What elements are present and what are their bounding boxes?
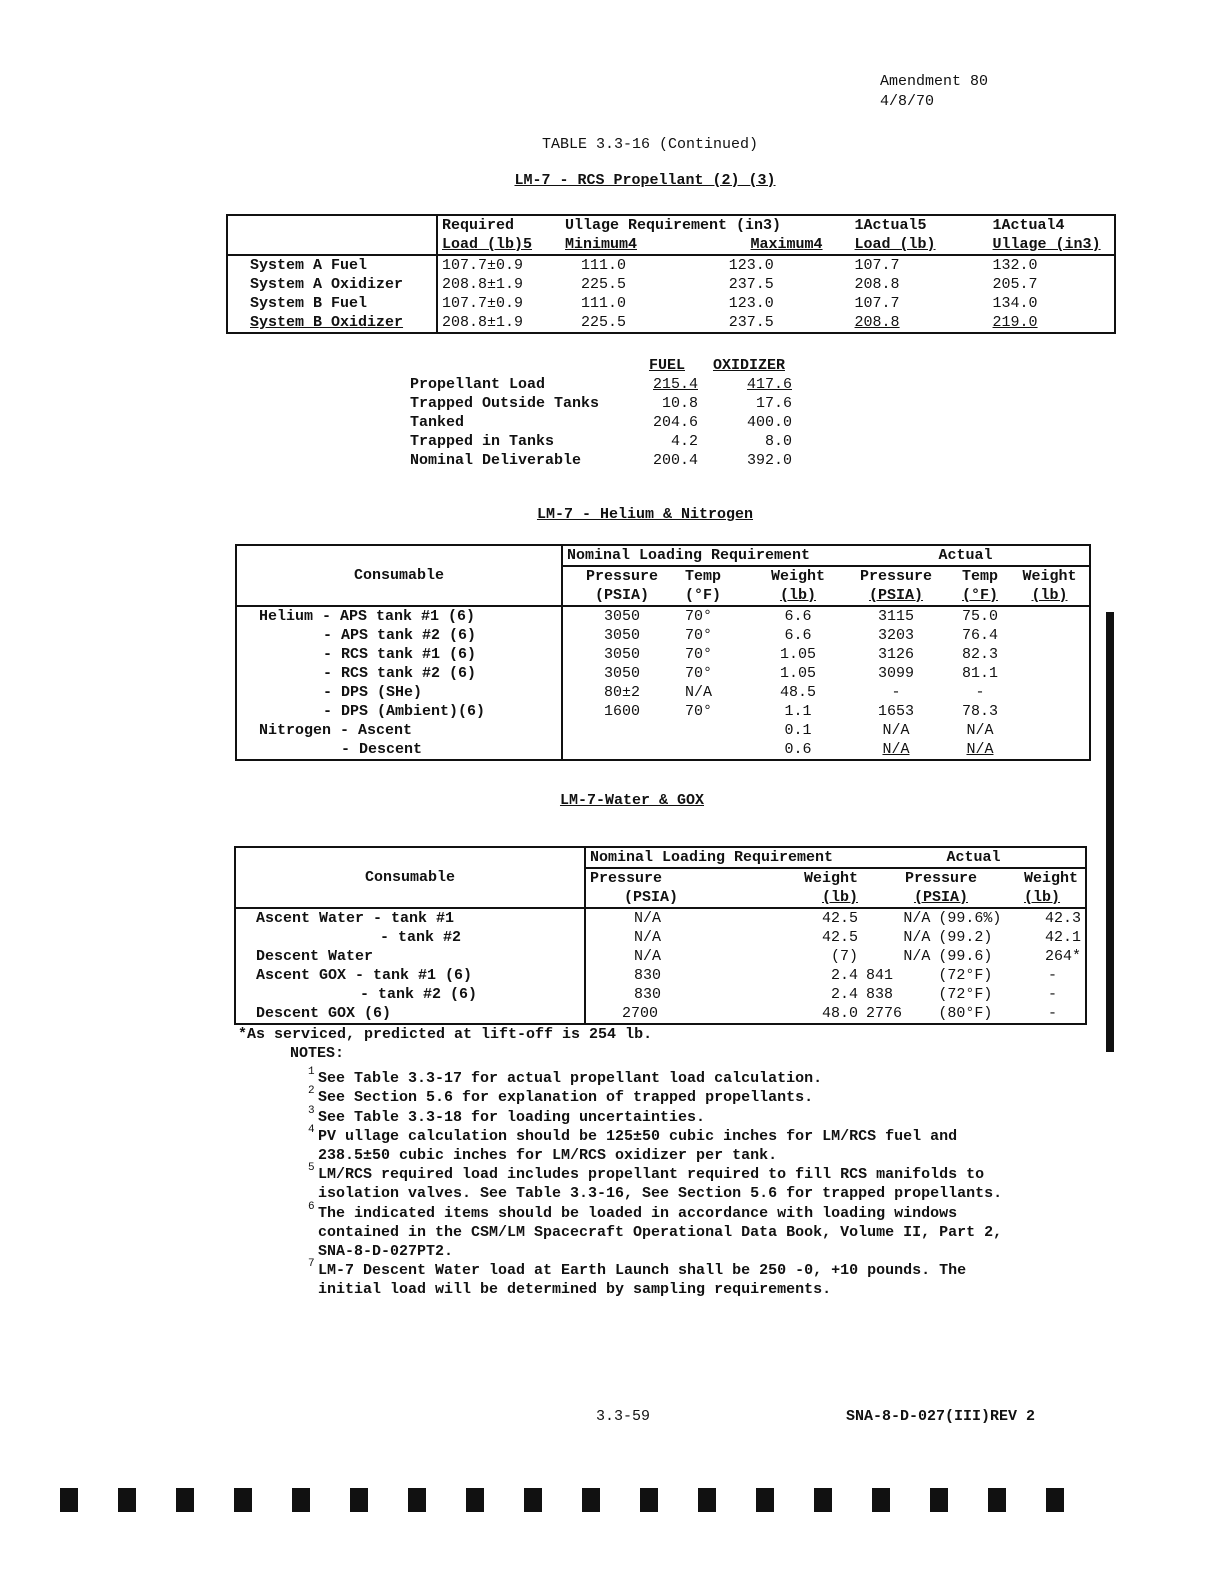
table-row: Tanked 204.6 400.0 [410,414,792,431]
note-item: 5 LM/RCS required load includes propellant required to fill RCS manifolds to isolation valves. See Table 3.3-16, See Section 5.6 for trapped propellants. [308,1162,1003,1203]
table-row: Descent Water N/A (7) N/A (99.6) 264* [256,948,1081,965]
table-row: - APS tank #2 (6) 3050 70° 6.6 3203 76.4 [323,627,998,644]
table-row: - Descent 0.6 N/A N/A [341,741,994,758]
document-id: SNA-8-D-027(III)REV 2 [846,1408,1036,1425]
col-nominal: Nominal Loading Requirement [585,847,862,868]
revision-change-bar [1106,612,1114,1052]
helium-table-title: LM-7 - Helium & Nitrogen [536,506,754,523]
notes-header: NOTES: [290,1045,345,1062]
note-item: 4 PV ullage calculation should be 125±50 cubic inches for LM/RCS fuel and 238.5±50 cubic inches for LM/RCS oxidizer per tank. [308,1123,958,1165]
table-row: Trapped in Tanks 4.2 8.0 [410,433,792,450]
water-table-title: LM-7-Water & GOX [559,792,705,809]
note-item: 2 See Section 5.6 for explanation of trapped propellants. [308,1085,814,1107]
water-gox-table: Consumable Nominal Loading Requirement Actual Pressure Weight Pressure Weight (PSIA) (lb) (PSIA) (lb) Ascent Water - tank #1 N/A 42.5 N/A (99.6%) 42.3 - tank #2 N/A 42.5 N/A (99.2) 42.1 Descent Water N/A (7) N/A (99.6) 264* Ascent GOX - tank #1 (6) 830 2.4 841 (72°F) - - tank #2 (6) 830 2.4 838 (72°F) - Descent GOX (6) 2700 48.0 2776 (80°F) - [234,846,1087,1025]
notes-section [290,1044,1010,1300]
amendment-block [880,72,988,112]
propellant-summary-table: FUEL OXIDIZER Propellant Load 215.4 417.6 Trapped Outside Tanks 10.8 17.6 Tanked 204.6 400.0 Trapped in Tanks 4.2 8.0 Nominal Deliverable 200.4 392.0 [406,356,796,470]
rcs-table-title: LM-7 - RCS Propellant (2) (3) [514,172,776,189]
col-actual: Actual [842,545,1090,566]
col-consumable: Consumable [353,567,444,584]
note-item: 1 See Table 3.3-17 for actual propellant load calculation. [308,1066,823,1088]
table-row: Nitrogen - Ascent 0.1 N/A N/A [259,722,994,739]
table-row: Trapped Outside Tanks 10.8 17.6 [410,395,792,412]
page-title: TABLE 3.3-16 (Continued) [541,136,759,153]
water-footnote: *As serviced, predicted at lift-off is 254 lb. [238,1026,653,1043]
table-row: - DPS (Ambient)(6) 1600 70° 1.1 1653 78.3 [323,703,998,720]
film-edge-marks [60,1488,1160,1518]
amendment-label: Amendment 80 [880,73,989,90]
note-item: 3 See Table 3.3-18 for loading uncertainties. [308,1104,706,1126]
amendment-date: 4/8/70 [880,93,935,110]
table-row: Helium - APS tank #1 (6) 3050 70° 6.6 3115 75.0 [236,606,1090,626]
col-required: Required Load (lb)5 [437,215,561,255]
note-item: 6 The indicated items should be loaded in accordance with loading windows contained in the CSM/LM Spacecraft Operational Data Book, Volume II, Part 2, SNA-8-D-027PT2. [308,1200,1003,1261]
table-row: Descent GOX (6) 2700 48.0 2776 (80°F) - [256,1005,1057,1022]
table-row: - RCS tank #1 (6) 3050 70° 1.05 3126 82.3 [323,646,998,663]
col-nominal: Nominal Loading Requirement [562,545,842,566]
table-row: - tank #2 (6) 830 2.4 838 (72°F) - [360,986,1057,1003]
page-number: 3.3-59 [596,1408,651,1425]
table-row: Nominal Deliverable 200.4 392.0 [410,452,792,469]
table-row: Propellant Load 215.4 417.6 [410,376,792,393]
col-ullage: Ullage Requirement (in3) Minimum4 Maximum4 [565,217,823,253]
table-row: System B Fuel 107.7±0.9 111.0 123.0 107.7 134.0 [250,295,1038,312]
col-actual: Actual [862,847,1086,868]
rcs-propellant-table [226,214,1116,334]
table-row: System A Oxidizer 208.8±1.9 225.5 237.5 208.8 205.7 [250,276,1038,293]
table-row: - RCS tank #2 (6) 3050 70° 1.05 3099 81.1 [323,665,998,682]
helium-nitrogen-table: Consumable Nominal Loading Requirement Actual Pressure Temp Weight Pressure Temp Weight (PSIA) (°F) (lb) (PSIA) (°F) (lb) Helium - APS tank #1 (6) 3050 70° 6.6 3115 75.0 - APS tank #2 (6) 3050 70° 6.6 3203 76.4 - RCS tank #1 (6) 3050 70° 1.05 3126 82.3 - RCS tank #2 (6) 3050 70° 1.05 3099 81.1 - DPS (SHe) 80±2 N/A 48.5 - - - DPS (Ambient)(6) 1600 70° 1.1 1653 78.3 Nitrogen - Ascent 0.1 N/A N/A - Descent 0.6 N/A N/A [235,544,1091,761]
table-row: System B Oxidizer 208.8±1.9 225.5 237.5 208.8 219.0 [250,314,1038,331]
col-actual-load: 1Actual5 Load (lb) [854,217,936,253]
table-row: Ascent Water - tank #1 N/A 42.5 N/A (99.6%) 42.3 [235,908,1086,928]
table-row: - DPS (SHe) 80±2 N/A 48.5 - - [323,684,985,701]
table-row: System A Fuel 107.7±0.9 111.0 123.0 107.7 132.0 [227,255,1115,275]
table-row: - tank #2 N/A 42.5 N/A (99.2) 42.1 [380,929,1081,946]
table-row: Ascent GOX - tank #1 (6) 830 2.4 841 (72°F) - [256,967,1057,984]
note-item: 7 LM-7 Descent Water load at Earth Launch shall be 250 -0, +10 pounds. The initial load will be determined by sampling requirements. [308,1258,967,1299]
col-consumable: Consumable [364,869,455,886]
col-actual-ullage: 1Actual4 Ullage (in3) [992,217,1101,253]
